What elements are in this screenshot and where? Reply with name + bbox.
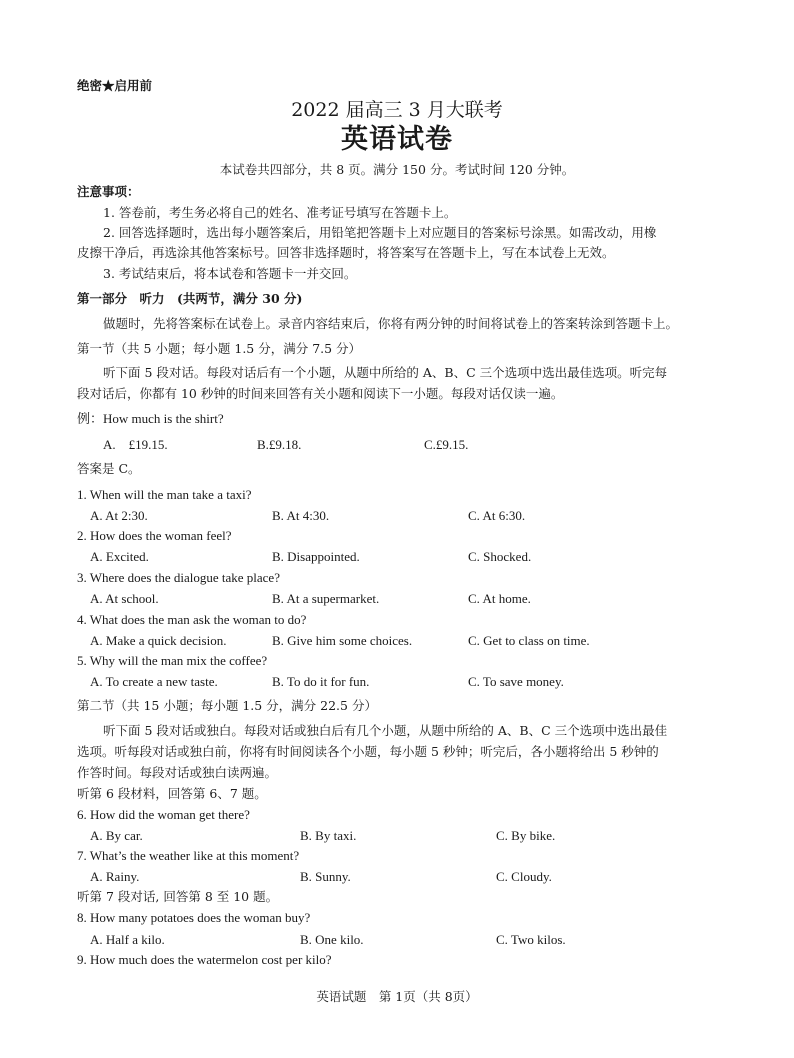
question-8-option-c: C. Two kilos. — [496, 932, 566, 947]
example-option-a: A. £19.15. — [103, 437, 168, 452]
question-7-option-b: B. Sunny. — [300, 869, 351, 884]
question-7: 7. What’s the weather like at this moment? — [77, 848, 300, 863]
notes-heading: 注意事项： — [77, 184, 140, 199]
page-footer: 英语试题 第 1页（共 8页） — [316, 989, 478, 1004]
question-2-option-a: A. Excited. — [90, 549, 149, 564]
question-2-option-b: B. Disappointed. — [272, 549, 360, 564]
question-8-option-a: A. Half a kilo. — [90, 932, 165, 947]
section1-heading: 第一节（共 5 小题；每小题 1.5 分，满分 7.5 分） — [77, 341, 362, 356]
question-3-option-c: C. At home. — [468, 591, 531, 606]
question-5-option-b: B. To do it for fun. — [272, 674, 370, 689]
material-6-instruction: 听第 6 段材料，回答第 6、7 题。 — [77, 786, 267, 801]
question-7-option-a: A. Rainy. — [90, 869, 140, 884]
question-3-option-a: A. At school. — [90, 591, 159, 606]
section1-instruction-line-2: 段对话后，你都有 10 秒钟的时间来回答有关小题和阅读下一小题。每段对话仅读一遍。 — [77, 386, 564, 401]
question-1: 1. When will the man take a taxi? — [77, 487, 252, 502]
example-question: 例：How much is the shirt? — [77, 411, 224, 426]
example-option-b: B.£9.18. — [257, 437, 302, 452]
question-4-option-c: C. Get to class on time. — [468, 633, 590, 648]
question-1-option-c: C. At 6:30. — [468, 508, 526, 523]
question-5: 5. Why will the man mix the coffee? — [77, 653, 268, 668]
example-answer: 答案是 C。 — [77, 461, 141, 476]
question-5-option-c: C. To save money. — [468, 674, 564, 689]
question-2-option-c: C. Shocked. — [468, 549, 532, 564]
exam-intro: 本试卷共四部分，共 8 页。满分 150 分。考试时间 120 分钟。 — [219, 162, 575, 177]
section1-instruction-line-1: 听下面 5 段对话。每段对话后有一个小题，从题中所给的 A、B、C 三个选项中选出最佳选项。听完每 — [103, 365, 668, 380]
notes-item-3: 3. 考试结束后，将本试卷和答题卡一并交回。 — [103, 266, 357, 281]
section2-instruction-line-1: 听下面 5 段对话或独白。每段对话或独白后有几个小题，从题中所给的 A、B、C 三个选项中选出最佳 — [103, 723, 668, 738]
question-4-option-a: A. Make a quick decision. — [90, 633, 227, 648]
question-8-option-b: B. One kilo. — [300, 932, 364, 947]
notes-item-1: 1. 答卷前，考生务必将自己的姓名、准考证号填写在答题卡上。 — [103, 205, 457, 220]
question-1-option-a: A. At 2:30. — [90, 508, 148, 523]
question-3: 3. Where does the dialogue take place? — [77, 570, 280, 585]
question-6-option-b: B. By taxi. — [300, 828, 357, 843]
question-8: 8. How many potatoes does the woman buy? — [77, 910, 311, 925]
part1-heading: 第一部分 听力 (共两节，满分 30 分) — [77, 291, 303, 306]
confidential-mark: 绝密★启用前 — [77, 78, 153, 93]
notes-item-2-line-1: 2. 回答选择题时，选出每小题答案后，用铅笔把答题卡上对应题目的答案标号涂黑。如需改动，用橡 — [103, 225, 657, 240]
question-4-option-b: B. Give him some choices. — [272, 633, 413, 648]
question-3-option-b: B. At a supermarket. — [272, 591, 380, 606]
section2-instruction-line-3: 作答时间。每段对话或独白读两遍。 — [77, 765, 278, 780]
question-9: 9. How much does the watermelon cost per kilo? — [77, 952, 332, 967]
question-7-option-c: C. Cloudy. — [496, 869, 552, 884]
question-6: 6. How did the woman get there? — [77, 807, 250, 822]
exam-title: 2022 届高三 3 月大联考 — [291, 99, 503, 121]
part1-instruction: 做题时，先将答案标在试卷上。录音内容结束后，你将有两分钟的时间将试卷上的答案转涂到答题卡上。 — [103, 316, 679, 331]
question-1-option-b: B. At 4:30. — [272, 508, 330, 523]
section2-instruction-line-2: 选项。听每段对话或独白前，你将有时间阅读各个小题，每小题 5 秒钟；听完后，各小题将给出 5 秒钟的 — [77, 744, 659, 759]
material-7-instruction: 听第 7 段对话, 回答第 8 至 10 题。 — [77, 889, 279, 904]
question-6-option-a: A. By car. — [90, 828, 143, 843]
section2-heading: 第二节（共 15 小题；每小题 1.5 分，满分 22.5 分） — [77, 698, 377, 713]
subject-title: 英语试卷 — [341, 124, 453, 155]
question-4: 4. What does the man ask the woman to do? — [77, 612, 307, 627]
notes-item-2-line-2: 皮擦干净后，再选涂其他答案标号。回答非选择题时，将答案写在答题卡上，写在本试卷上无效。 — [77, 245, 615, 260]
example-option-c: C.£9.15. — [424, 437, 469, 452]
question-6-option-c: C. By bike. — [496, 828, 556, 843]
question-5-option-a: A. To create a new taste. — [90, 674, 218, 689]
question-2: 2. How does the woman feel? — [77, 528, 232, 543]
